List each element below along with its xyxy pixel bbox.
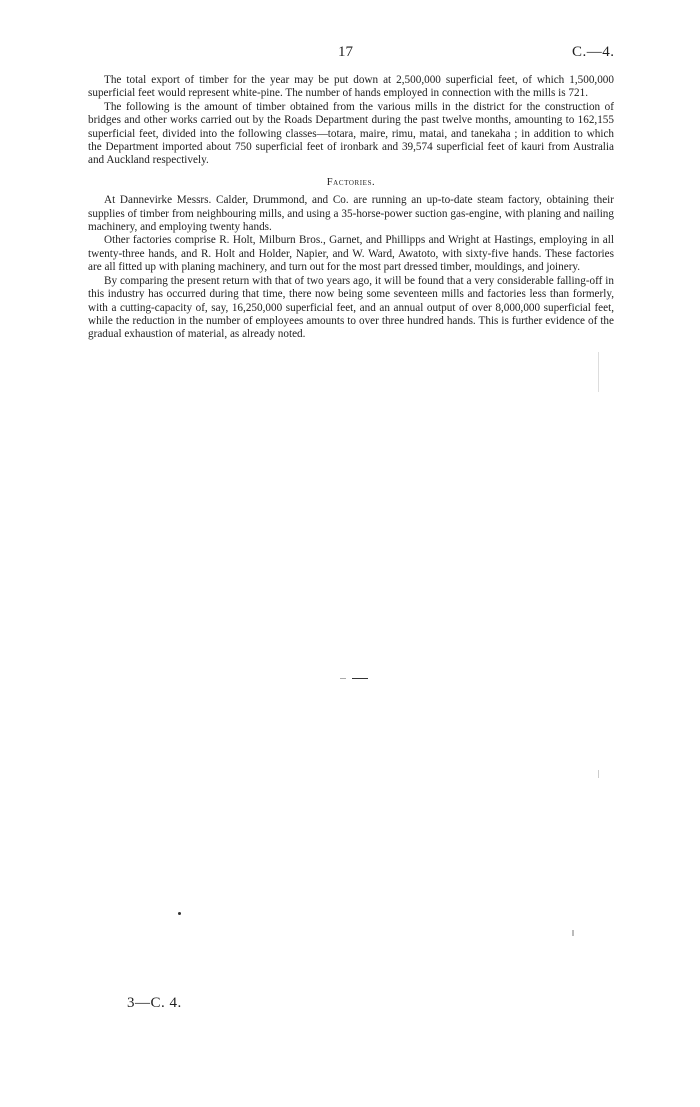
- divider-mark-faint: [340, 678, 346, 679]
- ink-dot: [178, 912, 181, 915]
- page-number: 17: [338, 44, 353, 60]
- paragraph-comparison: By comparing the present return with that of two years ago, it will be found that a very considerable falling-off in this industry has occurred during that time, there now being some seventeen mills and factories less than formerly, with a cutting-capacity of, say, 16,250,000 superficial feet, and an annual output of over 8,000,000 superficial feet, while the reduction in the number of employees amounts to over three hundred hands. This is further evidence of the gradual exhaustion of material, as already noted.: [88, 274, 614, 341]
- signature-mark: 3—C. 4.: [127, 995, 182, 1011]
- paragraph-roads-timber: The following is the amount of timber obtained from the various mills in the district for the construction of bridges and other works carried out by the Roads Department during the past twelve months, amounting to 162,155 superficial feet, divided into the following classes—totara, maire, rimu, matai, and tanekaha ; in addition to which the Department imported about 750 superficial feet of ironbark and 39,574 superficial feet of kauri from Australia and Auckland respectively.: [88, 100, 614, 167]
- scan-speck: [598, 770, 599, 778]
- document-reference: C.—4.: [572, 44, 615, 60]
- scan-speck: [572, 930, 574, 936]
- document-body: [88, 74, 614, 342]
- paragraph-other-factories: Other factories comprise R. Holt, Milburn Bros., Garnet, and Phillipps and Wright at Hastings, employing in all twenty-three hands, and R. Holt and Holder, Napier, and W. Ward, Awatoto, with sixty-five hands. These factories are all fitted up with planing machinery, and turn out for the most part dressed timber, mouldings, and joinery.: [88, 234, 614, 274]
- paragraph-dannevirke-factory: At Dannevirke Messrs. Calder, Drummond, and Co. are running an up-to-date steam factory, obtaining their supplies of timber from neighbouring mills, and using a 35-horse-power suction gas-engine, with planing and nailing machinery, and employing twenty hands.: [88, 194, 614, 234]
- paragraph-timber-export: The total export of timber for the year may be put down at 2,500,000 superficial feet, of which 1,500,000 superficial feet would represent white-pine. The number of hands employed in connection with the mills is 721.: [88, 74, 614, 100]
- section-heading-factories: Factories.: [326, 176, 376, 188]
- end-divider-rule: [352, 678, 368, 679]
- scan-mark: [598, 352, 599, 392]
